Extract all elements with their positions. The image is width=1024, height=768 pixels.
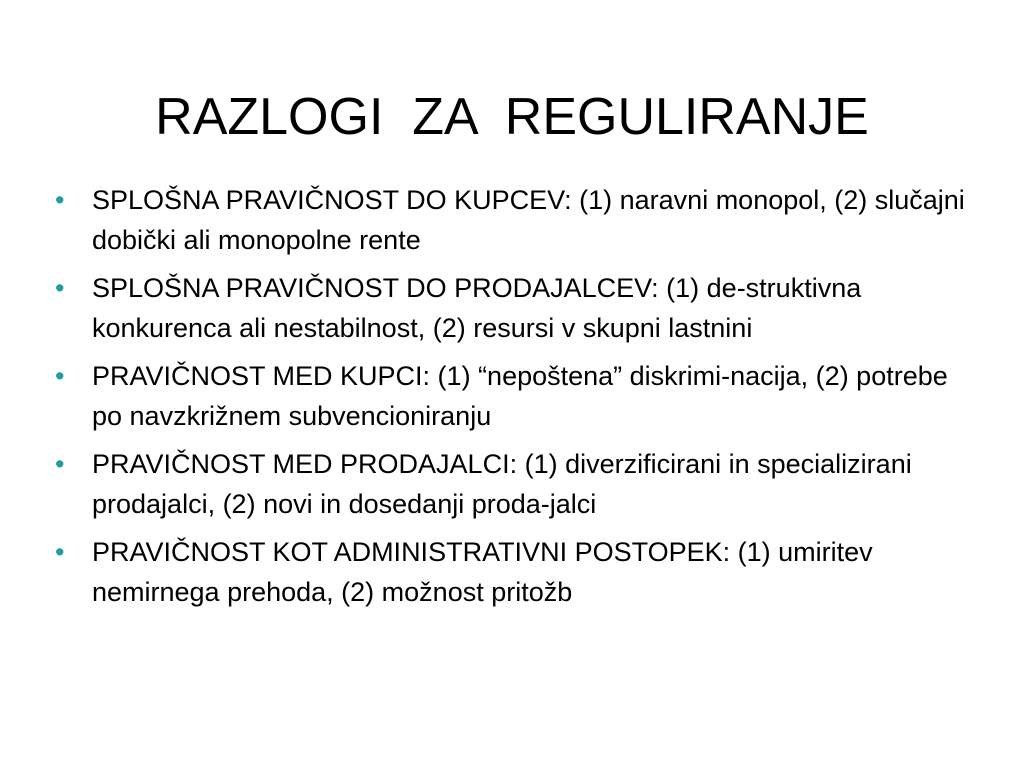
bullet-marker-icon: • [55,449,65,479]
bullet-text: PRAVIČNOST KOT ADMINISTRATIVNI POSTOPEK: (1) umiritev nemirnega prehoda, (2) možnost pritožb [92,537,873,607]
bullet-text: PRAVIČNOST MED PRODAJALCI: (1) diverzificirani in specializirani prodajalci, (2) novi in dosedanji proda-jalci [92,449,912,519]
bullet-item [52,180,982,260]
bullet-marker-icon: • [55,537,65,567]
bullet-marker-icon: • [55,361,65,391]
bullet-marker-icon: • [55,185,65,215]
slide-title: RAZLOGI ZA REGULIRANJE [155,88,869,146]
bullet-item [52,268,982,348]
bullet-list [52,180,982,620]
bullet-text: SPLOŠNA PRAVIČNOST DO PRODAJALCEV: (1) de-struktivna konkurenca ali nestabilnost, (2) resursi v skupni lastnini [92,273,862,343]
bullet-text: PRAVIČNOST MED KUPCI: (1) “nepoštena” diskrimi-nacija, (2) potrebe po navzkrižnem subvencioniranju [92,361,948,431]
bullet-item [52,356,982,436]
bullet-item [52,444,982,524]
bullet-item [52,532,982,612]
bullet-marker-icon: • [55,273,65,303]
bullet-text: SPLOŠNA PRAVIČNOST DO KUPCEV: (1) naravni monopol, (2) slučajni dobički ali monopolne rente [92,185,965,255]
